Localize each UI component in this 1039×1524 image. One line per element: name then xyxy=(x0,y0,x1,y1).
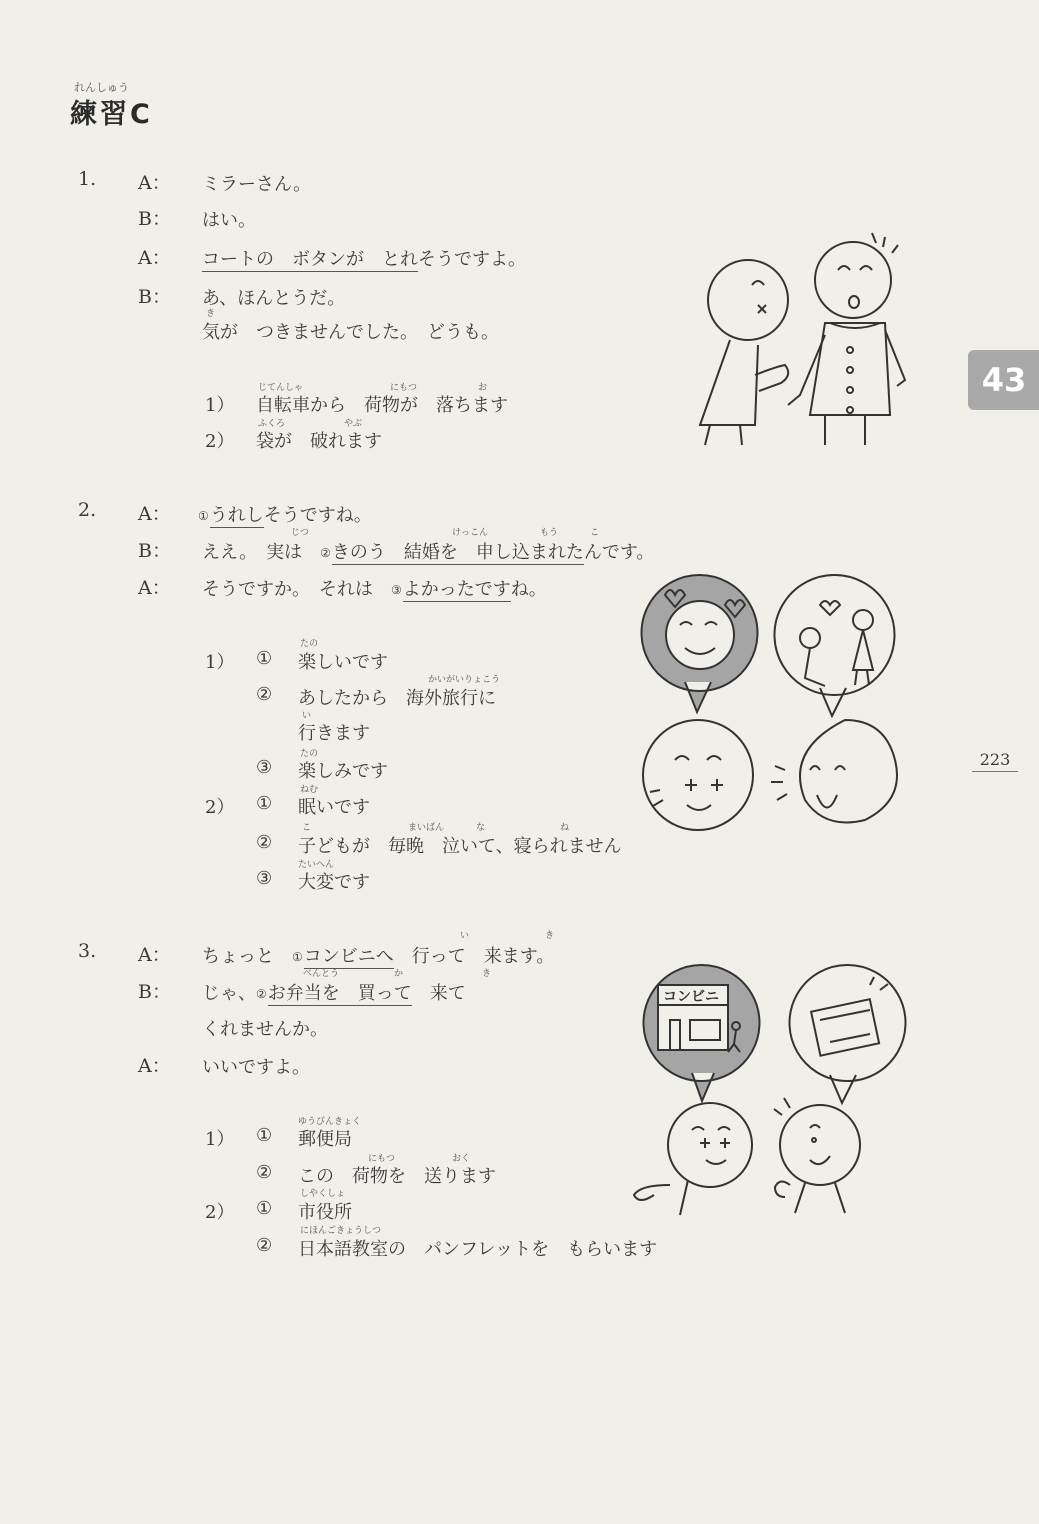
marker-1b: ① xyxy=(292,950,303,964)
ruby-tano-2: たの xyxy=(300,749,319,759)
marker-2b: ② xyxy=(256,987,267,1001)
ex3-sub-2-c2: ② xyxy=(256,1235,273,1256)
ex3-sub-1-label: 1） xyxy=(205,1129,235,1150)
ex2-sub-1-c1: ① xyxy=(256,648,273,669)
ex2-sub-1-c2: ② xyxy=(256,684,273,705)
ex2-line-2-pre: ええ。 実は xyxy=(202,542,321,563)
ex1-underlined: コートの ボタンが とれ xyxy=(202,249,418,270)
ex3-underlined-2: お弁当を 買って xyxy=(267,983,412,1004)
ex1-line-2: はい。 xyxy=(202,210,256,231)
ex1-line-5: 気が つきませんでした。 どうも。 xyxy=(202,322,499,343)
ex1-sub-1: 自転車から 荷物が 落ちます xyxy=(256,395,508,416)
ex2-sub-2-t1: 眠いです xyxy=(298,797,370,818)
ex2-number: 2. xyxy=(78,499,97,521)
ex1-sub-1-label: 1） xyxy=(205,395,235,416)
ex2-line-3 xyxy=(202,575,547,601)
ex2-sub-1-c3: ③ xyxy=(256,757,273,778)
ruby-nimotsu-2: にもつ xyxy=(368,1154,396,1164)
ruby-mou: もう xyxy=(540,528,559,538)
ex2-sub-1-label: 1） xyxy=(205,652,235,673)
ex3-line-2 xyxy=(202,979,466,1005)
ex1-speaker-a: A： xyxy=(138,172,171,194)
ex2-line-2 xyxy=(202,538,654,564)
ex2-sub-2-c2: ② xyxy=(256,832,273,853)
ruby-yuubinkyoku: ゆうびんきょく xyxy=(298,1117,362,1127)
ruby-shiyakusho: しやくしょ xyxy=(300,1189,346,1199)
ex2-line-3-pre: そうですか。 それは xyxy=(202,579,391,600)
ex3-line-1-pre: ちょっと xyxy=(202,946,292,967)
ruby-maiban: まいばん xyxy=(408,823,445,833)
marker-3: ③ xyxy=(391,583,402,597)
ex3-number: 3. xyxy=(78,940,97,962)
ruby-nihongokyoushitsu: にほんごきょうしつ xyxy=(300,1226,382,1236)
ex3-speaker-a2: A： xyxy=(138,1055,171,1077)
ruby-oku: おく xyxy=(452,1154,471,1164)
ex1-number: 1. xyxy=(78,168,97,190)
ex3-underlined-1: コンビニへ xyxy=(303,946,394,967)
ex3-sub-2-label: 2） xyxy=(205,1202,235,1223)
marker-2: ② xyxy=(320,546,331,560)
ex2-line-1-rest: そうですね。 xyxy=(263,505,372,526)
ex1-line-1: ミラーさん。 xyxy=(202,174,312,195)
ruby-tano-1: たの xyxy=(300,639,319,649)
ex3-sub-1-c1: ① xyxy=(256,1125,273,1146)
ruby-fukuro: ふくろ xyxy=(258,419,286,429)
ruby-jitsu: じつ xyxy=(291,528,310,538)
ex1-line-3-rest: そうですよ。 xyxy=(418,249,526,270)
page-title: 練習C xyxy=(70,99,153,130)
coat-button-illustration xyxy=(680,215,920,450)
ex3-sub-2-c1: ① xyxy=(256,1198,273,1219)
page-number: 223 xyxy=(972,750,1018,772)
ruby-yabu: やぶ xyxy=(344,419,363,429)
ex2-sub-2-c1: ① xyxy=(256,793,273,814)
ruby-ki-2: き xyxy=(545,931,555,941)
ex3-line-2-rest: 来て xyxy=(411,983,466,1004)
ex2-line-3-rest: ね。 xyxy=(510,579,547,600)
ex1-speaker-b: B： xyxy=(138,208,171,230)
ruby-ko: こ xyxy=(590,528,600,538)
ex1-line-4: あ、ほんとうだ。 xyxy=(202,288,346,309)
ruby-nemu: ねむ xyxy=(300,785,319,795)
ruby-ka: か xyxy=(394,969,404,979)
ruby-o: お xyxy=(478,383,488,393)
ex2-line-1 xyxy=(198,501,372,527)
convenience-store-illustration xyxy=(630,960,920,1225)
ruby-kekkon: けっこん xyxy=(452,528,489,538)
ex3-line-1-rest: 行って 来ます。 xyxy=(393,946,555,967)
store-sign: コンビニ xyxy=(663,989,719,1005)
ruby-na: な xyxy=(476,823,486,833)
ex1-sub-2-label: 2） xyxy=(205,431,235,452)
ex2-sub-2-t2: 子どもが 毎晩 泣いて、寝られません xyxy=(298,836,622,857)
ex3-sub-1-t1: 郵便局 xyxy=(298,1129,352,1150)
ex3-line-1 xyxy=(202,942,554,968)
ex3-sub-2-t1: 市役所 xyxy=(298,1202,352,1223)
ex2-speaker-a2: A： xyxy=(138,577,171,599)
ex2-underlined-1: うれし xyxy=(209,505,264,526)
ex3-sub-2-t2: 日本語教室の パンフレットを もらいます xyxy=(298,1239,658,1260)
ex2-sub-2-t3: 大変です xyxy=(298,872,370,893)
ex3-line-2-pre: じゃ、 xyxy=(202,983,256,1004)
ex2-speaker-b: B： xyxy=(138,540,171,562)
ex2-sub-1-t2: あしたから 海外旅行に xyxy=(298,688,496,709)
ex2-sub-2-label: 2） xyxy=(205,797,235,818)
ruby-ko-2: こ xyxy=(302,823,312,833)
ruby-i-2: い xyxy=(460,931,470,941)
ex2-underlined-3: よかったです xyxy=(402,579,511,600)
ex2-underlined-2: きのう 結婚を 申し込まれた xyxy=(331,542,584,563)
ruby-jitensha: じてんしゃ xyxy=(258,383,304,393)
marker-1: ① xyxy=(198,509,209,523)
ruby-bentou: べんとう xyxy=(303,969,340,979)
ruby-ki-3: き xyxy=(482,969,492,979)
ruby-ki: き xyxy=(206,309,216,319)
ruby-ne: ね xyxy=(560,823,570,833)
ruby-kaigairyokou: かいがいりょこう xyxy=(428,675,501,685)
ex2-line-2-rest: んです。 xyxy=(583,542,655,563)
ruby-taihen: たいへん xyxy=(298,860,335,870)
ex3-speaker-a: A： xyxy=(138,944,171,966)
ruby-i: い xyxy=(302,711,312,721)
ruby-nimotsu: にもつ xyxy=(390,383,418,393)
ex3-line-2b: くれませんか。 xyxy=(202,1019,328,1040)
ex3-speaker-b: B： xyxy=(138,981,171,1003)
ex3-line-3: いいですよ。 xyxy=(202,1057,310,1078)
ex2-sub-2-c3: ③ xyxy=(256,868,273,889)
proposal-illustration xyxy=(625,570,915,840)
ex1-line-3 xyxy=(202,245,526,271)
ex2-sub-1-t2b: 行きます xyxy=(298,723,370,744)
ex2-sub-1-t3: 楽しみです xyxy=(298,761,388,782)
ex3-sub-1-t2: この 荷物を 送ります xyxy=(298,1166,496,1187)
ex3-sub-1-c2: ② xyxy=(256,1162,273,1183)
chapter-tab: 43 xyxy=(968,350,1039,410)
ex1-speaker-a2: A： xyxy=(138,247,171,269)
ex2-sub-1-t1: 楽しいです xyxy=(298,652,388,673)
title-ruby: れんしゅう xyxy=(74,81,129,94)
ex2-speaker-a: A： xyxy=(138,503,171,525)
ex1-speaker-b2: B： xyxy=(138,286,171,308)
ex1-sub-2: 袋が 破れます xyxy=(256,431,382,452)
